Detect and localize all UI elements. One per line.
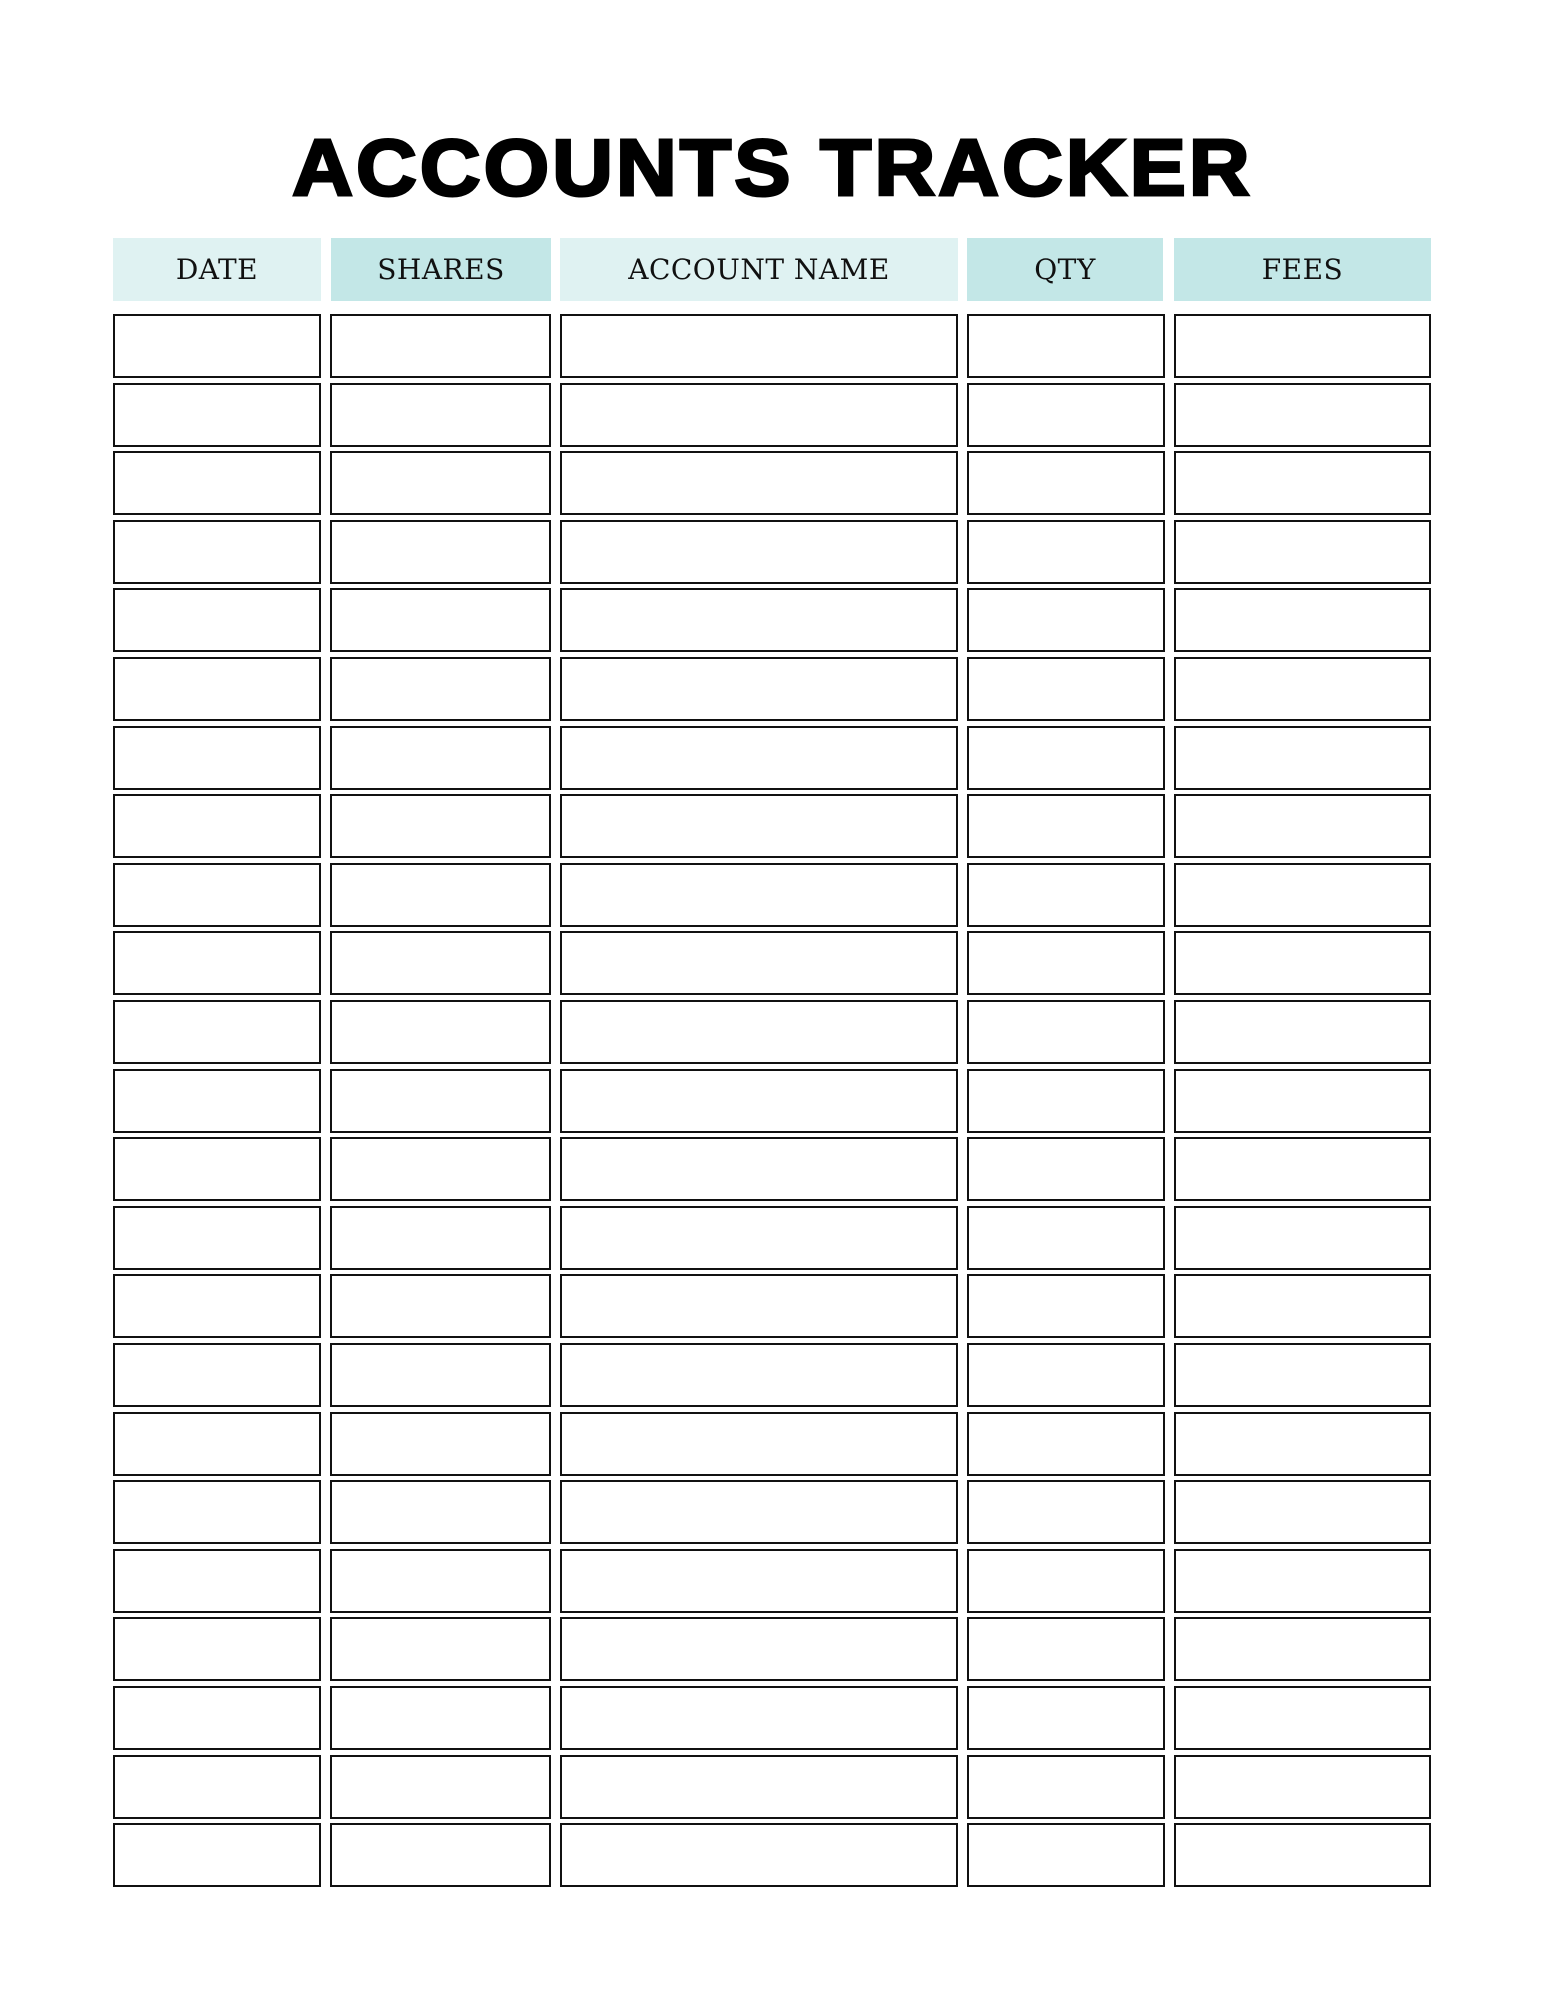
cell-fees[interactable] bbox=[1174, 314, 1431, 378]
cell-fees[interactable] bbox=[1174, 451, 1431, 515]
cell-date[interactable] bbox=[113, 931, 321, 995]
cell-shares[interactable] bbox=[330, 726, 551, 790]
cell-shares[interactable] bbox=[330, 1069, 551, 1133]
cell-account-name[interactable] bbox=[560, 1549, 958, 1613]
cell-shares[interactable] bbox=[330, 1823, 551, 1887]
cell-qty[interactable] bbox=[967, 383, 1165, 447]
cell-qty[interactable] bbox=[967, 1549, 1165, 1613]
cell-shares[interactable] bbox=[330, 451, 551, 515]
cell-fees[interactable] bbox=[1174, 726, 1431, 790]
cell-account-name[interactable] bbox=[560, 726, 958, 790]
cell-account-name[interactable] bbox=[560, 588, 958, 652]
cell-date[interactable] bbox=[113, 1480, 321, 1544]
cell-shares[interactable] bbox=[330, 657, 551, 721]
cell-fees[interactable] bbox=[1174, 1343, 1431, 1407]
cell-qty[interactable] bbox=[967, 931, 1165, 995]
cell-shares[interactable] bbox=[330, 863, 551, 927]
cell-fees[interactable] bbox=[1174, 383, 1431, 447]
cell-date[interactable] bbox=[113, 1617, 321, 1681]
cell-date[interactable] bbox=[113, 1274, 321, 1338]
cell-qty[interactable] bbox=[967, 726, 1165, 790]
cell-shares[interactable] bbox=[330, 1343, 551, 1407]
cell-date[interactable] bbox=[113, 1686, 321, 1750]
cell-account-name[interactable] bbox=[560, 1000, 958, 1064]
cell-account-name[interactable] bbox=[560, 1343, 958, 1407]
cell-date[interactable] bbox=[113, 520, 321, 584]
cell-shares[interactable] bbox=[330, 1549, 551, 1613]
cell-account-name[interactable] bbox=[560, 1069, 958, 1133]
cell-date[interactable] bbox=[113, 314, 321, 378]
cell-date[interactable] bbox=[113, 1206, 321, 1270]
cell-fees[interactable] bbox=[1174, 794, 1431, 858]
cell-qty[interactable] bbox=[967, 588, 1165, 652]
cell-fees[interactable] bbox=[1174, 1069, 1431, 1133]
cell-fees[interactable] bbox=[1174, 1000, 1431, 1064]
cell-shares[interactable] bbox=[330, 1412, 551, 1476]
cell-qty[interactable] bbox=[967, 794, 1165, 858]
cell-account-name[interactable] bbox=[560, 1480, 958, 1544]
cell-shares[interactable] bbox=[330, 931, 551, 995]
cell-fees[interactable] bbox=[1174, 1274, 1431, 1338]
cell-date[interactable] bbox=[113, 1343, 321, 1407]
cell-date[interactable] bbox=[113, 1823, 321, 1887]
cell-shares[interactable] bbox=[330, 314, 551, 378]
cell-account-name[interactable] bbox=[560, 863, 958, 927]
cell-account-name[interactable] bbox=[560, 1412, 958, 1476]
cell-qty[interactable] bbox=[967, 657, 1165, 721]
cell-shares[interactable] bbox=[330, 520, 551, 584]
cell-date[interactable] bbox=[113, 383, 321, 447]
cell-qty[interactable] bbox=[967, 1343, 1165, 1407]
cell-qty[interactable] bbox=[967, 1137, 1165, 1201]
cell-account-name[interactable] bbox=[560, 1617, 958, 1681]
cell-account-name[interactable] bbox=[560, 657, 958, 721]
page-title: ACCOUNTS TRACKER bbox=[292, 123, 1253, 212]
cell-qty[interactable] bbox=[967, 314, 1165, 378]
cell-date[interactable] bbox=[113, 1000, 321, 1064]
cell-account-name[interactable] bbox=[560, 383, 958, 447]
cell-qty[interactable] bbox=[967, 863, 1165, 927]
cell-date[interactable] bbox=[113, 726, 321, 790]
cell-fees[interactable] bbox=[1174, 1206, 1431, 1270]
cell-fees[interactable] bbox=[1174, 657, 1431, 721]
cell-account-name[interactable] bbox=[560, 1137, 958, 1201]
cell-fees[interactable] bbox=[1174, 1480, 1431, 1544]
cell-fees[interactable] bbox=[1174, 863, 1431, 927]
cell-account-name[interactable] bbox=[560, 931, 958, 995]
cell-date[interactable] bbox=[113, 1412, 321, 1476]
cell-account-name[interactable] bbox=[560, 520, 958, 584]
cell-qty[interactable] bbox=[967, 1069, 1165, 1133]
cell-account-name[interactable] bbox=[560, 1206, 958, 1270]
cell-shares[interactable] bbox=[330, 588, 551, 652]
cell-shares[interactable] bbox=[330, 794, 551, 858]
cell-fees[interactable] bbox=[1174, 588, 1431, 652]
cell-date[interactable] bbox=[113, 1549, 321, 1613]
cell-qty[interactable] bbox=[967, 1480, 1165, 1544]
cell-fees[interactable] bbox=[1174, 1686, 1431, 1750]
cell-account-name[interactable] bbox=[560, 1823, 958, 1887]
cell-account-name[interactable] bbox=[560, 1755, 958, 1819]
cell-fees[interactable] bbox=[1174, 1823, 1431, 1887]
cell-fees[interactable] bbox=[1174, 1617, 1431, 1681]
column-header-shares: SHARES bbox=[331, 238, 551, 301]
cell-qty[interactable] bbox=[967, 1412, 1165, 1476]
cell-date[interactable] bbox=[113, 588, 321, 652]
cell-date[interactable] bbox=[113, 1755, 321, 1819]
cell-date[interactable] bbox=[113, 1137, 321, 1201]
cell-shares[interactable] bbox=[330, 383, 551, 447]
cell-date[interactable] bbox=[113, 1069, 321, 1133]
cell-fees[interactable] bbox=[1174, 1137, 1431, 1201]
column-header-date: DATE bbox=[113, 238, 321, 301]
cell-shares[interactable] bbox=[330, 1686, 551, 1750]
cell-fees[interactable] bbox=[1174, 1755, 1431, 1819]
cell-date[interactable] bbox=[113, 794, 321, 858]
cell-qty[interactable] bbox=[967, 1755, 1165, 1819]
cell-fees[interactable] bbox=[1174, 520, 1431, 584]
cell-account-name[interactable] bbox=[560, 1274, 958, 1338]
cell-date[interactable] bbox=[113, 863, 321, 927]
column-header-account-name: ACCOUNT NAME bbox=[560, 238, 958, 301]
cell-qty[interactable] bbox=[967, 1823, 1165, 1887]
cell-shares[interactable] bbox=[330, 1206, 551, 1270]
cell-fees[interactable] bbox=[1174, 931, 1431, 995]
column-header-fees: FEES bbox=[1174, 238, 1431, 301]
cell-shares[interactable] bbox=[330, 1480, 551, 1544]
cell-date[interactable] bbox=[113, 451, 321, 515]
cell-shares[interactable] bbox=[330, 1274, 551, 1338]
cell-qty[interactable] bbox=[967, 520, 1165, 584]
cell-shares[interactable] bbox=[330, 1137, 551, 1201]
cell-account-name[interactable] bbox=[560, 794, 958, 858]
cell-shares[interactable] bbox=[330, 1755, 551, 1819]
cell-qty[interactable] bbox=[967, 1617, 1165, 1681]
cell-qty[interactable] bbox=[967, 1274, 1165, 1338]
cell-account-name[interactable] bbox=[560, 1686, 958, 1750]
cell-qty[interactable] bbox=[967, 1206, 1165, 1270]
cell-shares[interactable] bbox=[330, 1617, 551, 1681]
cell-fees[interactable] bbox=[1174, 1412, 1431, 1476]
cell-account-name[interactable] bbox=[560, 314, 958, 378]
cell-shares[interactable] bbox=[330, 1000, 551, 1064]
cell-qty[interactable] bbox=[967, 451, 1165, 515]
cell-date[interactable] bbox=[113, 657, 321, 721]
cell-qty[interactable] bbox=[967, 1000, 1165, 1064]
cell-account-name[interactable] bbox=[560, 451, 958, 515]
cell-fees[interactable] bbox=[1174, 1549, 1431, 1613]
column-header-qty: QTY bbox=[967, 238, 1163, 301]
cell-qty[interactable] bbox=[967, 1686, 1165, 1750]
